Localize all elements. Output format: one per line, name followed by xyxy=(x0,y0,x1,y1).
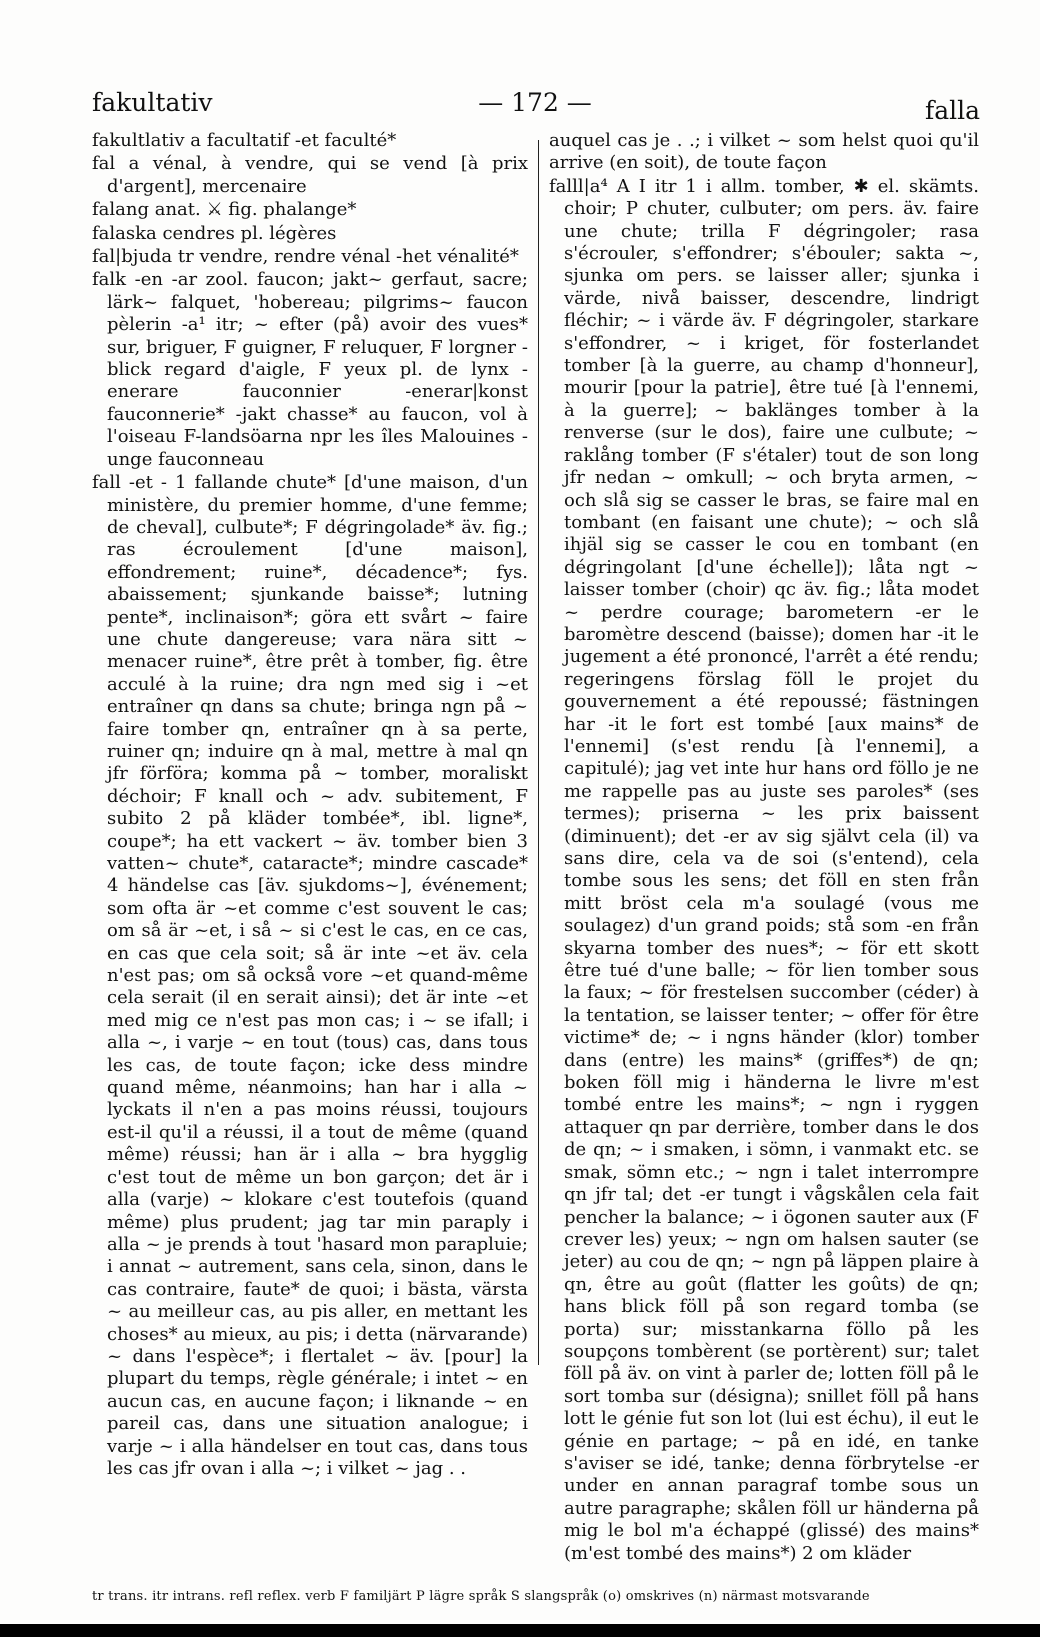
header-guide-word-left: fakultativ xyxy=(92,88,213,117)
entry-fall-continued: auquel cas je . .; i vilket ~ som helst quoi qu'il arrive (en soit), de toute façon xyxy=(549,130,979,174)
entry-falang: falang anat. ⚔ fig. phalange* xyxy=(92,199,357,221)
entry-fall: fall -et - 1 fallande chute* [d'une maison, d'un ministère, du premier homme, d'une femme; de cheval], culbute*; F dégringolade* äv. fig.; ras écroulement [d'une maison], effondrement; ruine*, décadence*; fys. abaissement; sjunkande baisse*; lutning pente*, inclinaison*; göra ett svårt ~ faire une chute dangereuse; vara nära sitt ~ menacer ruine*, être prêt à tomber, fig. être acculé à la ruine; dra ngn med sig i ~et entraîner qn dans sa chute; bringa ngn på ~ faire tomber qn, entraîner qn à sa perte, ruiner qn; induire qn à mal, mettre à mal qn jfr förföra; komma på ~ tomber, moraliskt déchoir; F knall och ~ adv. subitement, F subito 2 på kläder tombée*, ibl. ligne*, coupe*; ha ett vackert ~ äv. tomber bien 3 vatten~ chute*, cataracte*; mindre cascade* 4 händelse cas [äv. sjukdoms~], événement; som ofta är ~et comme c'est souvent le cas; om så är ~et, i så ~ si c'est le cas, en ce cas, en cas que cela soit; så är inte ~et äv. cela n'est pas; om så också vore ~et quand-même cela serait (il en serait ainsi); det är inte ~et med mig ce n'est pas mon cas; i ~ se ifall; i alla ~, i varje ~ en tout (tous) cas, dans tous les cas, de toute façon; icke dess mindre quand même, néanmoins; han har i alla ~ lyckats il n'en a pas moins réussi, toujours est-il qu'il a réussi, il a tout de même (quand même) réussi; han är i alla ~ bra hygglig c'est tout de même un bon garçon; det är i alla (varje) ~ klokare c'est toutefois (quand même) plus prudent; jag tar min paraply i alla ~ je prends à tout 'hasard mon parapluie; i annat ~ autrement, sans cela, sinon, dans le cas contraire, faute* de quoi; i bästa, värsta ~ au meilleur cas, au pis aller, en mettant les choses* au mieux, au pis; i detta (närvarande) ~ dans l'espèce*; i flertalet ~ äv. [pour] la plupart du temps, règle générale; i intet ~ en aucun cas, en aucune façon; i liknande ~ en pareil cas, dans une situation analogue; i varje ~ i alla händelser en tout cas, dans tous les cas jfr ovan i alla ~; i vilket ~ jag . . xyxy=(92,472,528,1479)
entry-falk: falk -en -ar zool. faucon; jakt~ gerfaut, sacre; lärk~ falquet, 'hobereau; pilgrims~ faucon pèlerin -a¹ itr; ~ efter (på) avoir des vues* sur, briguer, F guigner, F reluquer, F lorgner -blick regard d'aigle, F yeux pl. de lynx -enerare fauconnier -enerar|konst fauconnerie* -jakt chasse* au faucon, vol à l'oiseau F-landsöarna npr les îles Malouines -unge fauconneau xyxy=(92,269,528,470)
entry-falaska: falaska cendres pl. légères xyxy=(92,222,337,244)
column-divider xyxy=(538,140,539,1365)
header-guide-word-right: falla xyxy=(924,96,980,125)
left-column xyxy=(92,130,528,1481)
entry-fal: fal a vénal, à vendre, qui se vend [à prix d'argent], mercenaire xyxy=(92,153,528,197)
right-column xyxy=(549,130,979,1566)
entry-falbjuda: fal|bjuda tr vendre, rendre vénal -het vénalité* xyxy=(92,246,519,268)
scan-border xyxy=(0,1624,1040,1637)
page-number: — 172 — xyxy=(478,88,592,117)
entry-fakultativ: fakultlativ a facultatif -et faculté* xyxy=(92,130,397,151)
entry-falla: falll|a⁴ A I itr 1 i allm. tomber, ✱ el. skämts. choir; P chuter, culbuter; om pers. äv. faire une chute; trilla F dégringoler; rasa s'écrouler, s'effondrer; s'ébouler; sakta ~, sjunka om pers. se laisser aller; sjunka i värde, nivå baisser, descendre, lindrigt fléchir; ~ i värde äv. F dégringoler, starkare s'effondrer, ~ i kriget, för fosterlandet tomber [à la guerre, au champ d'honneur], mourir [pour la patrie], être tué [à l'ennemi, à la guerre]; ~ baklänges tomber à la renverse (sur le dos), faire une culbute; ~ raklång tomber (F s'étaler) tout de son long jfr nedan ~ omkull; ~ och bryta armen, ~ och slå sig se casser le bras, se faire mal en tombant (en faisant une chute); ~ och slå ihjäl sig se casser le cou en tombant (en dégringolant [d'une échelle]); låta ngt ~ laisser tomber (choir) qc äv. fig.; låta modet ~ perdre courage; barometern -er le baromètre descend (baisse); domen har -it le jugement a été prononcé, l'arrêt a été rendu; regeringens förslag föll le projet du gouvernement a été repoussé; fästningen har -it le fort est tombé [aux mains* de l'ennemi] (s'est rendu [à l'ennemi], a capitulé); jag vet inte hur hans ord föllo je ne me rappelle pas au juste ses paroles* (ses termes); priserna ~ les prix baissent (diminuent); det -er av sig självt cela (il) va sans dire, cela va de soi (s'entend), cela tombe sous les sens; det föll en sten från mitt bröst cela m'a soulagé (vous me soulagez) d'un grand poids; stå som -en från skyarna tomber des nues*; ~ för ett skott être tué d'une balle; ~ för lien tomber sous la faux; ~ för frestelsen succomber (céder) à la tentation, se laisser tenter; ~ offer för être victime* de; ~ i ngns händer (klor) tomber dans (entre) les mains* (griffes*) de qn; boken föll mig i händerna le livre m'est tombé entre les mains*; ~ ngn i ryggen attaquer qn par derrière, tomber dans le dos de qn; ~ i smaken, i sömn, i vanmakt etc. se smak, sömn etc.; ~ ngn i talet interrompre qn jfr tal; det -er tungt i vågskålen cela fait pencher la balance; ~ i ögonen sauter aux (F crever les) yeux; ~ ngn om halsen sauter (se jeter) au cou de qn; ~ ngn på läppen plaire à qn, être au goût (flatter les goûts) de qn; hans blick föll på son regard tomba (se porta) sur; misstankarna föllo på les soupçons tombèrent (se portèrent) sur; talet föll på äv. on vint à parler de; lotten föll på le sort tomba sur (désigna); snillet föll på hans lott le génie fut son lot (lui est échu), il eut le génie en partage; ~ på en idé, en tanke s'aviser se idé, tanke; denna förbrytelse -er under en annan paragraf tombe sous un autre paragraphe; skålen föll ur händerna på mig le bol m'a échappé (glissé) des mains* (m'est tombé des mains*) 2 om kläder xyxy=(549,175,979,1564)
abbreviation-footer: tr trans. itr intrans. refl reflex. verb F familjärt P lägre språk S slangspråk (o) omskrives (n) närmast motsvarande xyxy=(92,1589,870,1604)
